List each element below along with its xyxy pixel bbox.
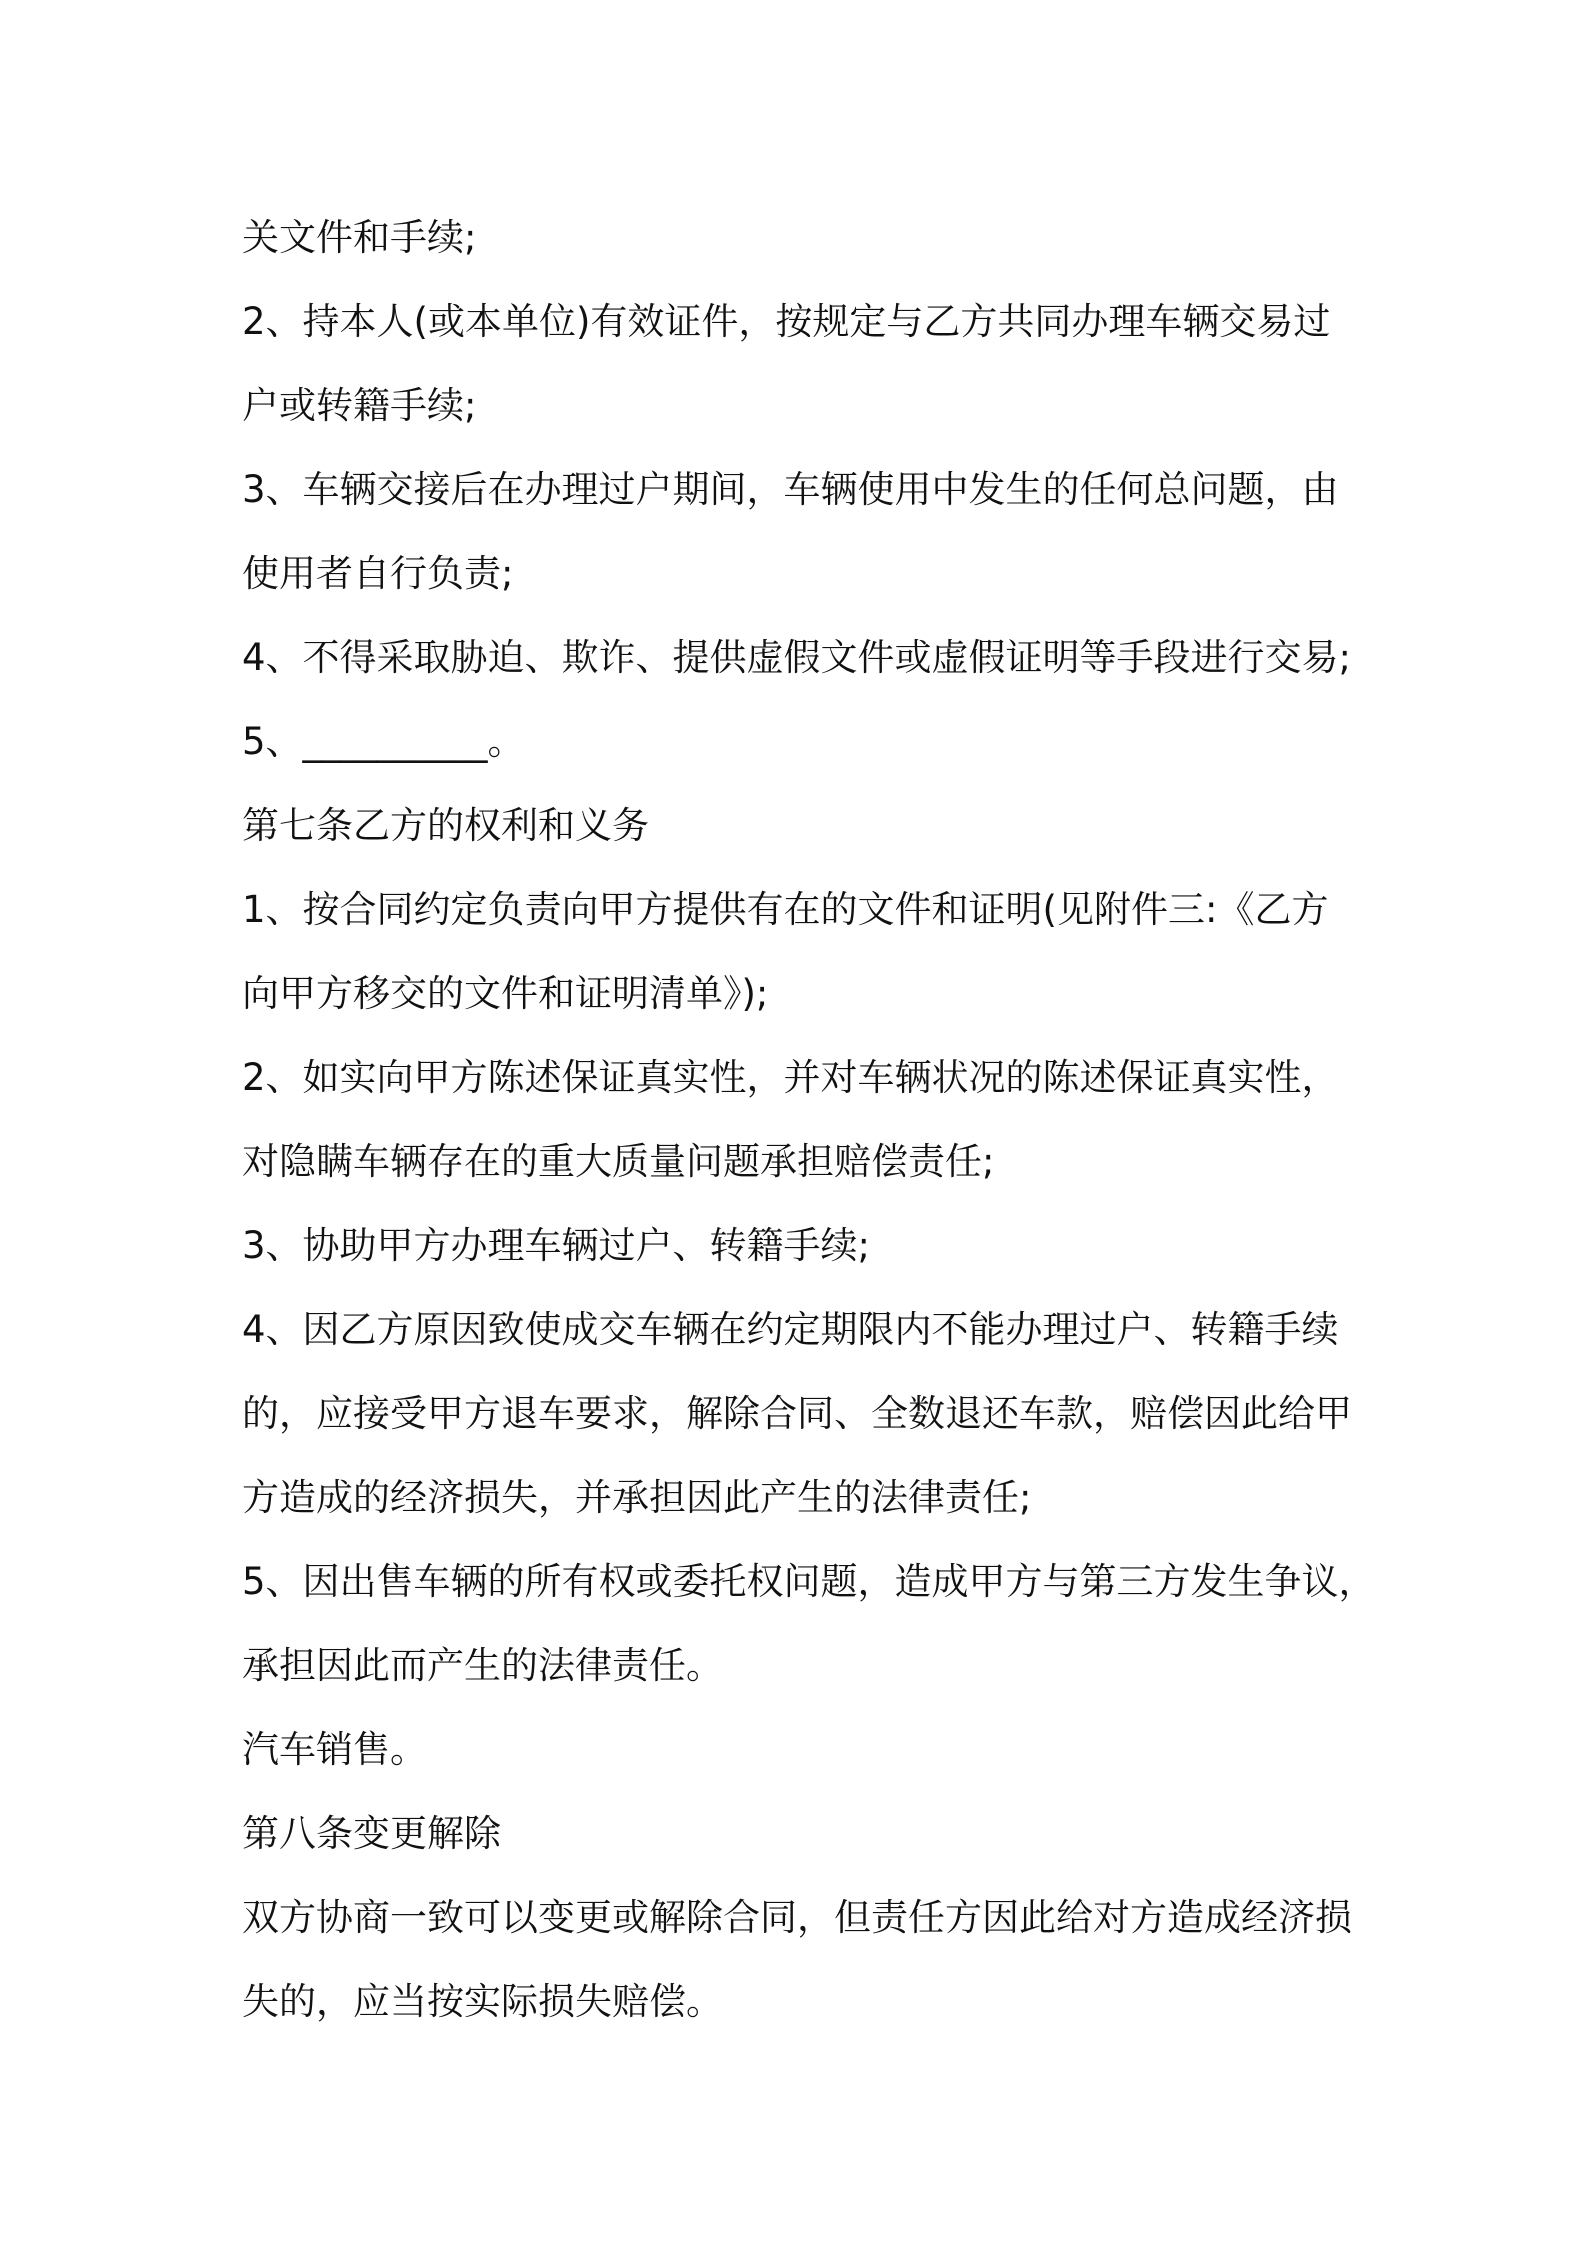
- text-line: 承担因此而产生的法律责任。: [242, 1644, 723, 1687]
- text-line: 户或转籍手续;: [242, 384, 477, 427]
- text-line: 5、__________。: [242, 720, 525, 763]
- text-line: 4、因乙方原因致使成交车辆在约定期限内不能办理过户、转籍手续: [242, 1308, 1339, 1351]
- text-line: 汽车销售。: [242, 1728, 427, 1771]
- text-line: 方造成的经济损失，并承担因此产生的法律责任;: [242, 1476, 1032, 1519]
- section-heading: 第八条变更解除: [242, 1812, 501, 1855]
- section-heading: 第七条乙方的权利和义务: [242, 804, 649, 847]
- text-line: 2、持本人(或本单位)有效证件，按规定与乙方共同办理车辆交易过: [242, 300, 1331, 343]
- document-body: [242, 196, 1382, 2044]
- text-line: 向甲方移交的文件和证明清单》);: [242, 972, 769, 1015]
- text-line: 3、协助甲方办理车辆过户、转籍手续;: [242, 1224, 871, 1267]
- text-line: 失的，应当按实际损失赔偿。: [242, 1980, 723, 2023]
- text-line: 2、如实向甲方陈述保证真实性，并对车辆状况的陈述保证真实性，: [242, 1056, 1339, 1099]
- text-line: 3、车辆交接后在办理过户期间，车辆使用中发生的任何总问题，由: [242, 468, 1339, 511]
- text-line: 的，应接受甲方退车要求，解除合同、全数退还车款，赔偿因此给甲: [242, 1392, 1352, 1435]
- text-line: 双方协商一致可以变更或解除合同，但责任方因此给对方造成经济损: [242, 1896, 1352, 1939]
- text-line: 1、按合同约定负责向甲方提供有在的文件和证明(见附件三:《乙方: [242, 888, 1329, 931]
- text-line: 使用者自行负责;: [242, 552, 514, 595]
- text-line: 对隐瞒车辆存在的重大质量问题承担赔偿责任;: [242, 1140, 995, 1183]
- text-line: 5、因出售车辆的所有权或委托权问题，造成甲方与第三方发生争议，: [242, 1560, 1376, 1603]
- text-line: 关文件和手续;: [242, 216, 477, 259]
- text-line: 4、不得采取胁迫、欺诈、提供虚假文件或虚假证明等手段进行交易;: [242, 636, 1352, 679]
